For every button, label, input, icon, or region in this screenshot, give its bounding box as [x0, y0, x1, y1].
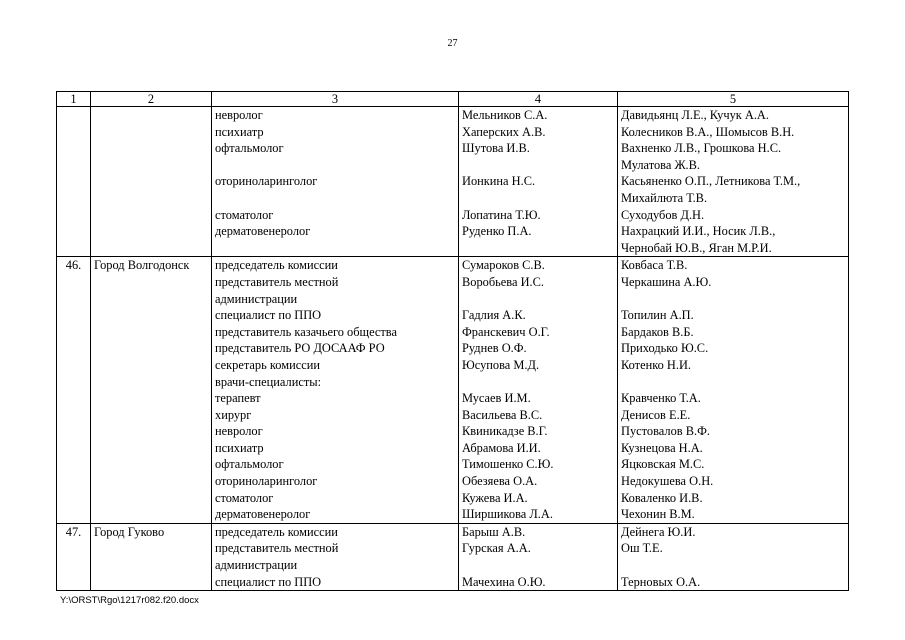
header-col-1: 1	[57, 92, 91, 107]
member-line: Ширшикова Л.А.	[462, 507, 553, 522]
member-line: Воробьева И.С.	[462, 274, 544, 289]
reserve-line: Кузнецова Н.А.	[621, 440, 703, 455]
row-city: Город Волгодонск	[91, 257, 212, 524]
row-members-cell	[459, 107, 618, 257]
member-line: Ионкина Н.С.	[462, 174, 536, 189]
role-line: стоматолог	[215, 490, 274, 505]
member-line	[462, 190, 614, 207]
role-line: секретарь комиссии	[215, 357, 320, 372]
reserve-line: Нахрацкий И.И., Носик Л.В.,	[621, 224, 776, 239]
row-reserves-cell	[618, 257, 849, 524]
role-line: невролог	[215, 108, 263, 122]
member-line: Хаперских А.В.	[462, 124, 546, 139]
commission-table	[56, 91, 849, 591]
member-line	[462, 557, 614, 574]
member-line: Кужева И.А.	[462, 490, 528, 505]
reserve-line: Касьяненко О.П., Летникова Т.М.,	[621, 174, 801, 189]
header-col-5: 5	[618, 92, 849, 107]
reserve-line: Коваленко И.В.	[621, 490, 703, 505]
member-line: Шутова И.В.	[462, 141, 530, 156]
member-line	[462, 291, 614, 308]
row-reserves-cell	[618, 523, 849, 590]
member-line: Обезяева О.А.	[462, 474, 538, 489]
role-line: представитель казачьего общества	[215, 324, 397, 339]
role-line: администрации	[215, 291, 298, 306]
row-members-cell	[459, 523, 618, 590]
row-members-cell	[459, 257, 618, 524]
member-line: Руденко П.А.	[462, 224, 532, 239]
reserve-line: Мулатова Ж.В.	[621, 157, 701, 172]
member-line: Руднев О.Ф.	[462, 341, 527, 356]
member-line: Квиникадзе В.Г.	[462, 424, 548, 439]
role-line: терапевт	[215, 391, 261, 406]
role-line: психиатр	[215, 124, 264, 139]
member-line: Тимошенко С.Ю.	[462, 457, 554, 472]
reserve-line: Дейнега Ю.И.	[621, 524, 696, 539]
row-city	[91, 107, 212, 257]
role-line: специалист по ППО	[215, 574, 322, 589]
member-line	[462, 157, 614, 174]
reserve-line: Приходько Ю.С.	[621, 341, 709, 356]
role-line: врачи-специалисты:	[215, 374, 322, 389]
reserve-line: Ковбаса Т.В.	[621, 258, 688, 273]
file-path-footer: Y:\ORST\Rgo\1217r082.f20.docx	[60, 595, 199, 606]
table-body	[57, 92, 849, 591]
role-line: оториноларинголог	[215, 174, 318, 189]
role-line: оториноларинголог	[215, 474, 318, 489]
table-row	[57, 107, 849, 257]
role-line: специалист по ППО	[215, 308, 322, 323]
reserve-line: Чехонин В.М.	[621, 507, 695, 522]
reserve-line: Суходубов Д.Н.	[621, 207, 705, 222]
header-col-3: 3	[212, 92, 459, 107]
role-line	[215, 240, 455, 257]
table-row	[57, 257, 849, 524]
role-line: стоматолог	[215, 207, 274, 222]
row-city: Город Гуково	[91, 523, 212, 590]
reserve-line: Бардаков В.Б.	[621, 324, 694, 339]
role-line: представитель местной	[215, 274, 339, 289]
reserve-line: Ош Т.Е.	[621, 541, 663, 556]
reserve-line: Черкашина А.Ю.	[621, 274, 712, 289]
role-line: дерматовенеролог	[215, 507, 311, 522]
reserve-line	[621, 557, 845, 574]
header-col-4: 4	[459, 92, 618, 107]
row-roles-cell	[212, 257, 459, 524]
role-line: хирург	[215, 407, 252, 422]
member-line: Мачехина О.Ю.	[462, 574, 546, 589]
reserve-line	[621, 374, 845, 391]
member-line	[462, 240, 614, 257]
member-line: Васильева В.С.	[462, 407, 543, 422]
reserve-line: Михайлюта Т.В.	[621, 190, 708, 205]
row-reserves-cell	[618, 107, 849, 257]
role-line: представитель РО ДОСААФ РО	[215, 341, 385, 356]
row-roles-cell	[212, 523, 459, 590]
reserve-line: Колесников В.А., Шомысов В.Н.	[621, 124, 795, 139]
role-line: офтальмолог	[215, 141, 284, 156]
table-row	[57, 523, 849, 590]
reserve-line: Яцковская М.С.	[621, 457, 705, 472]
role-line	[215, 157, 455, 174]
reserve-line	[621, 291, 845, 308]
reserve-line: Кравченко Т.А.	[621, 391, 701, 406]
reserve-line: Вахненко Л.В., Грошкова Н.С.	[621, 141, 782, 156]
member-line: Мусаев И.М.	[462, 391, 531, 406]
member-line: Мельников С.А.	[462, 108, 548, 122]
role-line: администрации	[215, 558, 298, 573]
reserve-line: Денисов Е.Е.	[621, 407, 691, 422]
member-line: Сумароков С.В.	[462, 258, 545, 273]
role-line: представитель местной	[215, 541, 339, 556]
member-line: Юсупова М.Д.	[462, 357, 540, 372]
member-line: Барыш А.В.	[462, 524, 526, 539]
header-col-2: 2	[91, 92, 212, 107]
role-line: офтальмолог	[215, 457, 284, 472]
row-number: 46.	[57, 257, 91, 524]
member-line: Гурская А.А.	[462, 541, 531, 556]
member-line: Франскевич О.Г.	[462, 324, 550, 339]
role-line: психиатр	[215, 440, 264, 455]
reserve-line: Недокушева О.Н.	[621, 474, 714, 489]
role-line: дерматовенеролог	[215, 224, 311, 239]
reserve-line: Чернобай Ю.В., Яган М.Р.И.	[621, 240, 772, 255]
page-number: 27	[447, 38, 458, 49]
row-roles-cell	[212, 107, 459, 257]
reserve-line: Давидьянц Л.Е., Кучук А.А.	[621, 108, 769, 122]
role-line	[215, 190, 455, 207]
reserve-line: Пустовалов В.Ф.	[621, 424, 710, 439]
row-number: 47.	[57, 523, 91, 590]
table-header-row	[57, 92, 849, 107]
role-line: невролог	[215, 424, 263, 439]
member-line: Гадлия А.К.	[462, 308, 526, 323]
member-line: Лопатина Т.Ю.	[462, 207, 541, 222]
reserve-line: Котенко Н.И.	[621, 357, 691, 372]
reserve-line: Терновых О.А.	[621, 574, 701, 589]
role-line: председатель комиссии	[215, 524, 338, 539]
member-line	[462, 374, 614, 391]
reserve-line: Топилин А.П.	[621, 308, 694, 323]
row-number	[57, 107, 91, 257]
member-line: Абрамова И.И.	[462, 440, 541, 455]
role-line: председатель комиссии	[215, 258, 338, 273]
